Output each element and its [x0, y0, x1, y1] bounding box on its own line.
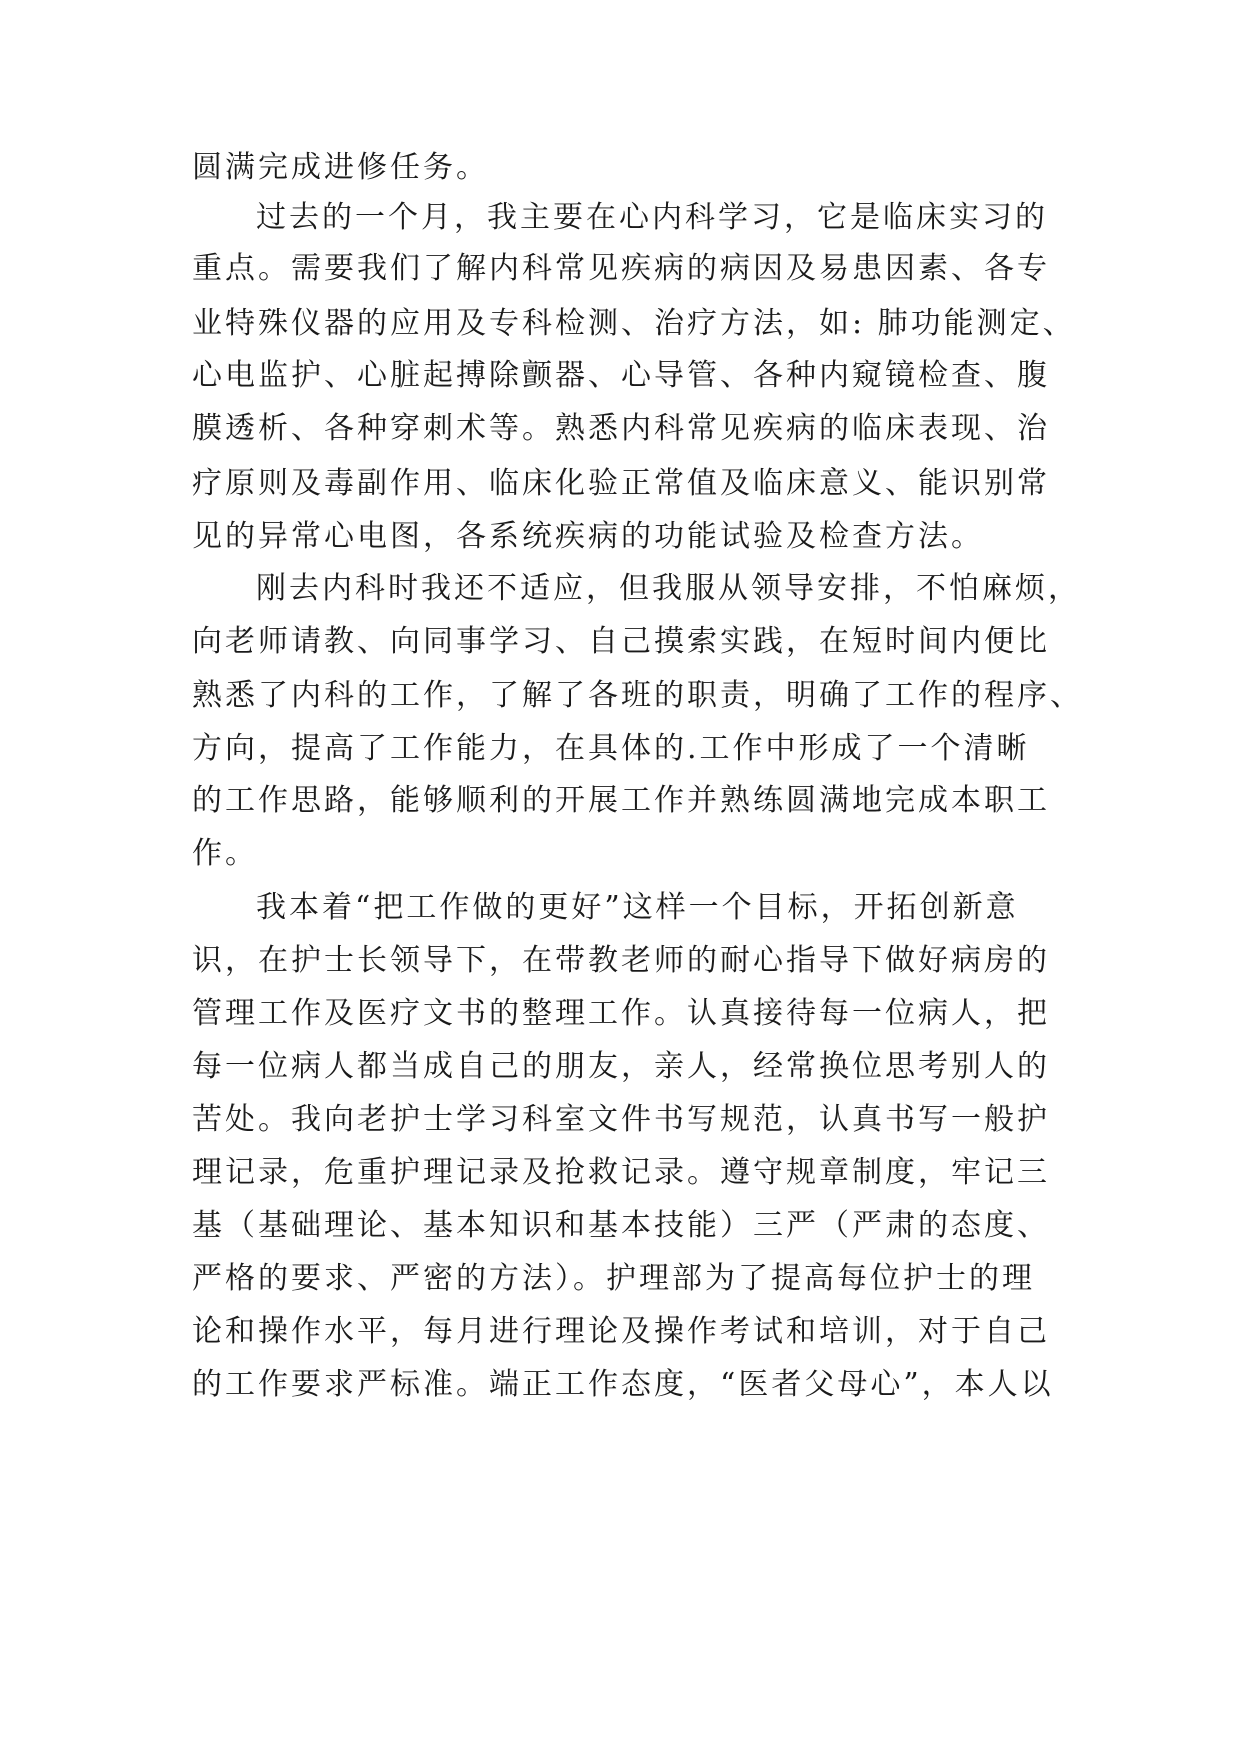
- paragraph-start-line: 我本着“把工作做的更好”这样一个目标，开拓创新意: [256, 890, 1019, 925]
- text-line: 方向，提高了工作能力，在具体的.工作中形成了一个清晰: [192, 731, 1030, 766]
- text-line: 严格的要求、严密的方法）。护理部为了提高每位护士的理: [192, 1261, 1035, 1296]
- text-line: 的工作思路，能够顺利的开展工作并熟练圆满地完成本职工: [192, 783, 1050, 818]
- paragraph-start-line: 刚去内科时我还不适应，但我服从领导安排，不怕麻烦，: [256, 571, 1081, 606]
- text-line: 重点。需要我们了解内科常见疾病的病因及易患因素、各专: [192, 251, 1050, 286]
- text-line: 见的异常心电图，各系统疾病的功能试验及检查方法。: [192, 519, 984, 554]
- text-line: 疗原则及毒副作用、临床化验正常值及临床意义、能识别常: [192, 466, 1050, 501]
- text-line: 熟悉了内科的工作，了解了各班的职责，明确了工作的程序、: [192, 678, 1083, 713]
- text-line: 心电监护、心脏起搏除颤器、心导管、各种内窥镜检查、腹: [192, 358, 1050, 393]
- text-line: 向老师请教、向同事学习、自己摸索实践，在短时间内便比: [192, 624, 1050, 659]
- text-line: 识，在护士长领导下，在带教老师的耐心指导下做好病房的: [192, 943, 1050, 978]
- text-line: 基（基础理论、基本知识和基本技能）三严（严肃的态度、: [192, 1208, 1050, 1243]
- text-line: 每一位病人都当成自己的朋友，亲人，经常换位思考别人的: [192, 1049, 1050, 1084]
- paragraph-start-line: 过去的一个月，我主要在心内科学习，它是临床实习的: [256, 200, 1048, 235]
- text-line: 论和操作水平，每月进行理论及操作考试和培训，对于自己: [192, 1314, 1050, 1349]
- text-line: 苦处。我向老护士学习科室文件书写规范，认真书写一般护: [192, 1102, 1050, 1137]
- text-line: 圆满完成进修任务。: [192, 150, 489, 185]
- text-line: 的工作要求严标准。端正工作态度，“医者父母心”，本人以: [192, 1367, 1054, 1402]
- text-line: 业特殊仪器的应用及专科检测、治疗方法，如: 肺功能测定、: [192, 306, 1076, 341]
- text-line: 作。: [192, 836, 258, 871]
- text-line: 理记录，危重护理记录及抢救记录。遵守规章制度，牢记三: [192, 1155, 1050, 1190]
- text-line: 管理工作及医疗文书的整理工作。认真接待每一位病人，把: [192, 996, 1050, 1031]
- text-line: 膜透析、各种穿刺术等。熟悉内科常见疾病的临床表现、治: [192, 411, 1050, 446]
